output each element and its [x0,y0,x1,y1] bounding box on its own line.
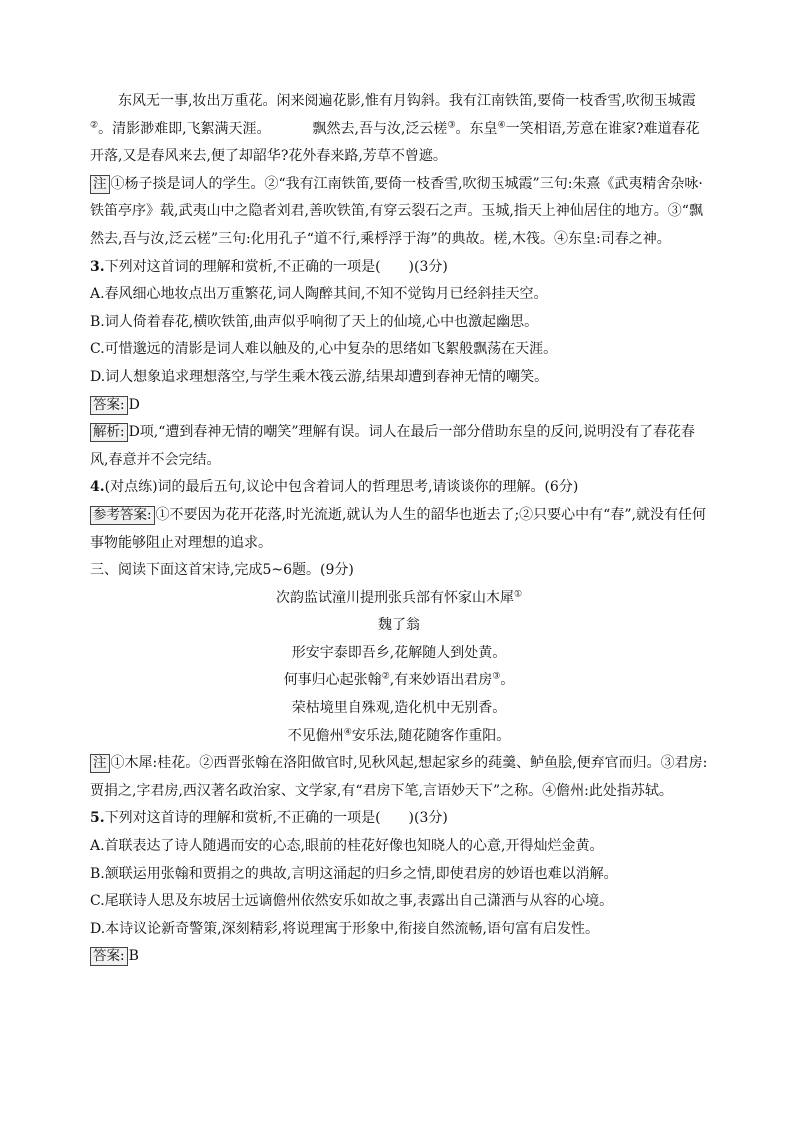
q3-analysis [90,419,708,474]
text-segment: 。东皇 [455,120,498,137]
text-segment: 东风无一事,妆出万重花。闲来阅遍花影,惟有月钩斜。我有江南铁笛,要倚一枝香雪,吹彻玉城霞 [118,93,696,109]
note-text: ①木犀:桂花。②西晋张翰在洛阳做官时,见秋风起,想起家乡的莼羹、鲈鱼脍,便弃官而归。③君房:贾捐之,字君房,西汉著名政治家、文学家,有“君房下笔,言语妙天下”之称。④儋州:此处指苏轼。 [90,755,708,799]
q3-answer [90,392,708,420]
answer-text: ①不要因为花开花落,时光流逝,就认为人生的韶华也逝去了;②只要心中有“春”,就没有任何事物能够阻止对理想的追求。 [90,506,706,551]
question-number: 4. [90,479,105,496]
question-5 [90,805,708,833]
text-segment: 安乐法,随花随客作重阳。 [351,727,511,744]
q5-option-b: B.颔联运用张翰和贾捐之的典故,言明这涌起的归乡之情,即使君房的妙语也难以消解。 [90,865,618,882]
q3-option-d: D.词人想象追求理想落空,与学生乘木筏云游,结果却遭到春神无情的嘲笑。 [90,368,549,385]
answer-value: D [128,396,140,413]
q5-option-a: A.首联表达了诗人随遇而安的心态,眼前的桂花好像也知晓人的心意,开得灿烂金黄。 [90,838,604,855]
text-segment: 荣枯境里自殊观,造化机中无别香。 [291,700,507,717]
question-4 [90,474,708,502]
poem-line-2 [90,667,708,695]
q5-answer [90,943,708,971]
reference-answer-tag: 参考答案: [90,506,155,525]
footnote-mark: ③ [447,119,456,130]
text-segment: 飘然去,吾与汝,泛云槎 [312,120,448,137]
ci-notes [90,171,708,254]
q4-answer [90,502,708,557]
question-3 [90,254,708,282]
footnote-mark: ② [90,119,99,130]
footnote-mark: ③ [492,671,501,682]
footnote-mark: ④ [343,727,352,737]
text-segment: 。 [500,672,515,689]
text-segment: 何事归心起张翰 [283,672,382,689]
question-stem: (对点练)词的最后五句,议论中包含着词人的哲理思考,请谈谈你的理解。(6分) [104,479,579,496]
answer-tag: 答案: [90,947,128,966]
text-segment: 。清影渺难即,飞絮满天涯。 [98,120,271,137]
q5-option-d: D.本诗议论新奇警策,深刻精彩,将说理寓于形象中,衔接自然流畅,语句富有启发性。 [90,920,599,937]
footnote-mark: ① [513,589,523,600]
q3-option-b: B.词人倚着春花,横吹铁笛,曲声似乎响彻了天上的仙境,心中也激起幽思。 [90,313,539,330]
text-segment: 形安宇泰即吾乡,花解随人到处黄。 [291,644,507,661]
poem-line-4 [90,723,708,751]
text-segment: 一笑相语,芳意在谁家?难道春花开落,又是春风来去,便了却韶华?花外春来路,芳草不曾遮。 [90,120,700,165]
q3-option-a: A.春风细心地妆点出万重繁花,词人陶醉其间,不知不觉钩月已经斜挂天空。 [90,286,548,303]
note-tag: 注 [90,175,110,194]
analysis-tag: 解析: [90,423,128,442]
question-stem: 下列对这首词的理解和赏析,不正确的一项是( )(3分) [104,258,448,275]
q3-option-c: C.可惜邈远的清影是词人难以触及的,心中复杂的思绪如飞絮般飘荡在天涯。 [90,341,558,358]
text-segment: ,有来妙语出君房 [389,672,493,689]
poem-author: 魏了翁 [378,617,420,634]
answer-value: B [128,948,139,965]
analysis-text: D项,“遭到春神无情的嘲笑”理解有误。词人在最后一部分借助东皇的反问,说明没有了春花春风,春意并不会完结。 [90,424,695,468]
footnote-mark: ② [381,671,390,682]
poem-notes [90,750,708,805]
text-segment: 不见儋州 [287,727,344,744]
section-heading: 三、阅读下面这首宋诗,完成5~6题。(9分) [90,562,354,579]
question-number: 5. [90,810,105,827]
question-stem: 下列对这首诗的理解和赏析,不正确的一项是( )(3分) [104,810,448,827]
poem-line-1 [90,640,708,668]
answer-tag: 答案: [90,396,128,415]
note-tag: 注 [90,754,110,773]
question-number: 3. [90,258,105,275]
footnote-mark: ④ [497,119,506,130]
poem-title-text: 次韵监试潼川提刑张兵部有怀家山木犀 [275,589,514,606]
document-page [90,88,708,971]
ci-text [90,88,708,171]
q5-option-c: C.尾联诗人思及东坡居士远谪儋州依然安乐如故之事,表露出自己潇洒与从容的心境。 [90,893,614,910]
poem-title [90,585,708,613]
note-text: ①杨子掞是词人的学生。②“我有江南铁笛,要倚一枝香雪,吹彻玉城霞”三句:朱熹《武夷精舍杂咏·铁笛亭序》载,武夷山中之隐者刘君,善吹铁笛,有穿云裂石之声。玉城,指天上神仙居住的地方。③“飘然去,吾与汝,泛云槎”三句:化用孔子“道不行,乘桴浮于海”的典故。槎,木筏。④东皇:司春之神。 [90,175,703,247]
poem-line-3 [90,695,708,723]
